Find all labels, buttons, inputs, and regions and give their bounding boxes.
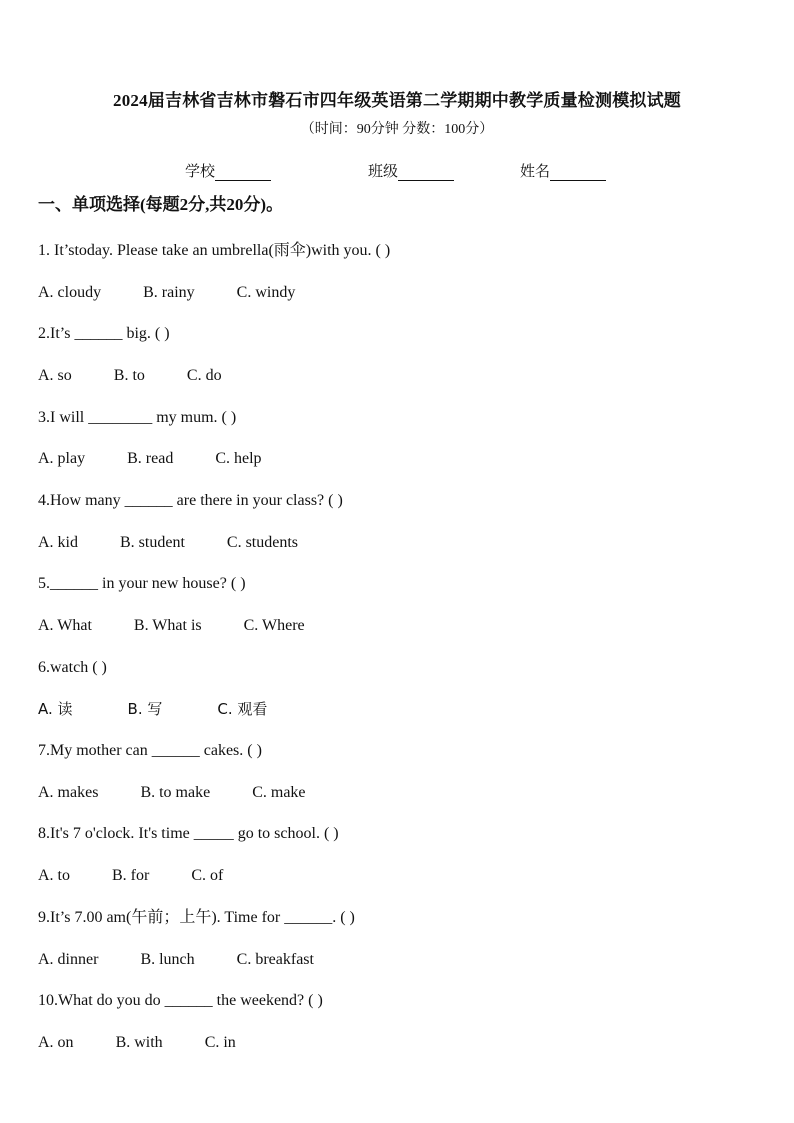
name-label: 姓名 [520, 164, 551, 180]
school-field [185, 160, 271, 181]
option-b[interactable]: B. rainy [143, 283, 195, 301]
question-6 [38, 647, 758, 689]
question-8 [38, 814, 758, 856]
question-text: 5.______ in your new house? ( ) [38, 575, 246, 593]
question-text: 7.My mother can ______ cakes. ( ) [38, 742, 262, 760]
option-c[interactable]: C. students [226, 533, 299, 551]
option-a[interactable]: A. What [38, 617, 92, 635]
question-text: 4.How many ______ are there in your class? ( ) [38, 491, 343, 509]
option-c[interactable]: C. make [252, 783, 306, 801]
question-5 [38, 564, 758, 606]
time-score-line: （时间：90分钟 分数：100分） [300, 122, 494, 137]
question-5-options [38, 605, 758, 647]
name-field [520, 160, 606, 181]
option-a[interactable]: A. on [38, 1033, 74, 1051]
question-9-options [38, 939, 758, 981]
question-1 [38, 230, 758, 272]
student-info-row [0, 160, 794, 182]
question-list [38, 230, 758, 1064]
option-a[interactable]: A. kid [38, 533, 78, 551]
option-a[interactable]: A. 读 [38, 700, 73, 719]
option-c[interactable]: C. 观看 [217, 700, 268, 719]
option-a[interactable]: A. makes [38, 783, 99, 801]
question-3-options [38, 438, 758, 480]
section-title: 一、单项选择(每题2分,共20分)。 [38, 195, 284, 214]
question-text: 2.It’s ______ big. ( ) [38, 325, 170, 343]
class-field [368, 160, 454, 181]
option-b[interactable]: B. student [120, 533, 185, 551]
question-6-options [38, 689, 758, 731]
question-4 [38, 480, 758, 522]
option-b[interactable]: B. read [127, 450, 174, 468]
class-blank[interactable] [398, 164, 454, 181]
question-text: 9.It’s 7.00 am(午前；上午). Time for ______. ( ) [38, 908, 355, 926]
option-c[interactable]: C. help [215, 450, 262, 468]
school-blank[interactable] [215, 164, 271, 181]
school-label: 学校 [185, 164, 216, 180]
question-text: 3.I will ________ my mum. ( ) [38, 408, 237, 426]
option-a[interactable]: A. play [38, 450, 86, 468]
question-1-options [38, 272, 758, 314]
option-b[interactable]: B. lunch [140, 950, 195, 968]
option-c[interactable]: C. in [204, 1033, 236, 1051]
question-9 [38, 897, 758, 939]
question-text: 8.It's 7 o'clock. It's time _____ go to school. ( ) [38, 825, 339, 843]
option-b[interactable]: B. for [112, 867, 150, 885]
page-title: 2024届吉林省吉林市磐石市四年级英语第二学期期中教学质量检测模拟试题 [113, 91, 681, 110]
question-2-options [38, 355, 758, 397]
option-b[interactable]: B. to [113, 366, 145, 384]
question-text: 6.watch ( ) [38, 658, 107, 676]
option-a[interactable]: A. to [38, 867, 70, 885]
question-8-options [38, 855, 758, 897]
option-c[interactable]: C. of [191, 867, 224, 885]
name-blank[interactable] [550, 164, 606, 181]
question-7-options [38, 772, 758, 814]
option-c[interactable]: C. do [186, 366, 222, 384]
question-4-options [38, 522, 758, 564]
question-2 [38, 313, 758, 355]
question-text: 1. It’stoday. Please take an umbrella(雨伞)with you. ( ) [38, 241, 391, 259]
class-label: 班级 [368, 164, 399, 180]
option-a[interactable]: A. so [38, 366, 72, 384]
option-a[interactable]: A. cloudy [38, 283, 102, 301]
question-7 [38, 730, 758, 772]
option-c[interactable]: C. windy [236, 283, 296, 301]
option-b[interactable]: B. to make [140, 783, 211, 801]
question-10 [38, 980, 758, 1022]
option-a[interactable]: A. dinner [38, 950, 99, 968]
option-b[interactable]: B. 写 [127, 700, 163, 719]
option-b[interactable]: B. What is [133, 617, 202, 635]
option-b[interactable]: B. with [115, 1033, 163, 1051]
question-3 [38, 397, 758, 439]
option-c[interactable]: C. Where [243, 617, 305, 635]
question-10-options [38, 1022, 758, 1064]
option-c[interactable]: C. breakfast [236, 950, 314, 968]
question-text: 10.What do you do ______ the weekend? ( ) [38, 992, 323, 1010]
